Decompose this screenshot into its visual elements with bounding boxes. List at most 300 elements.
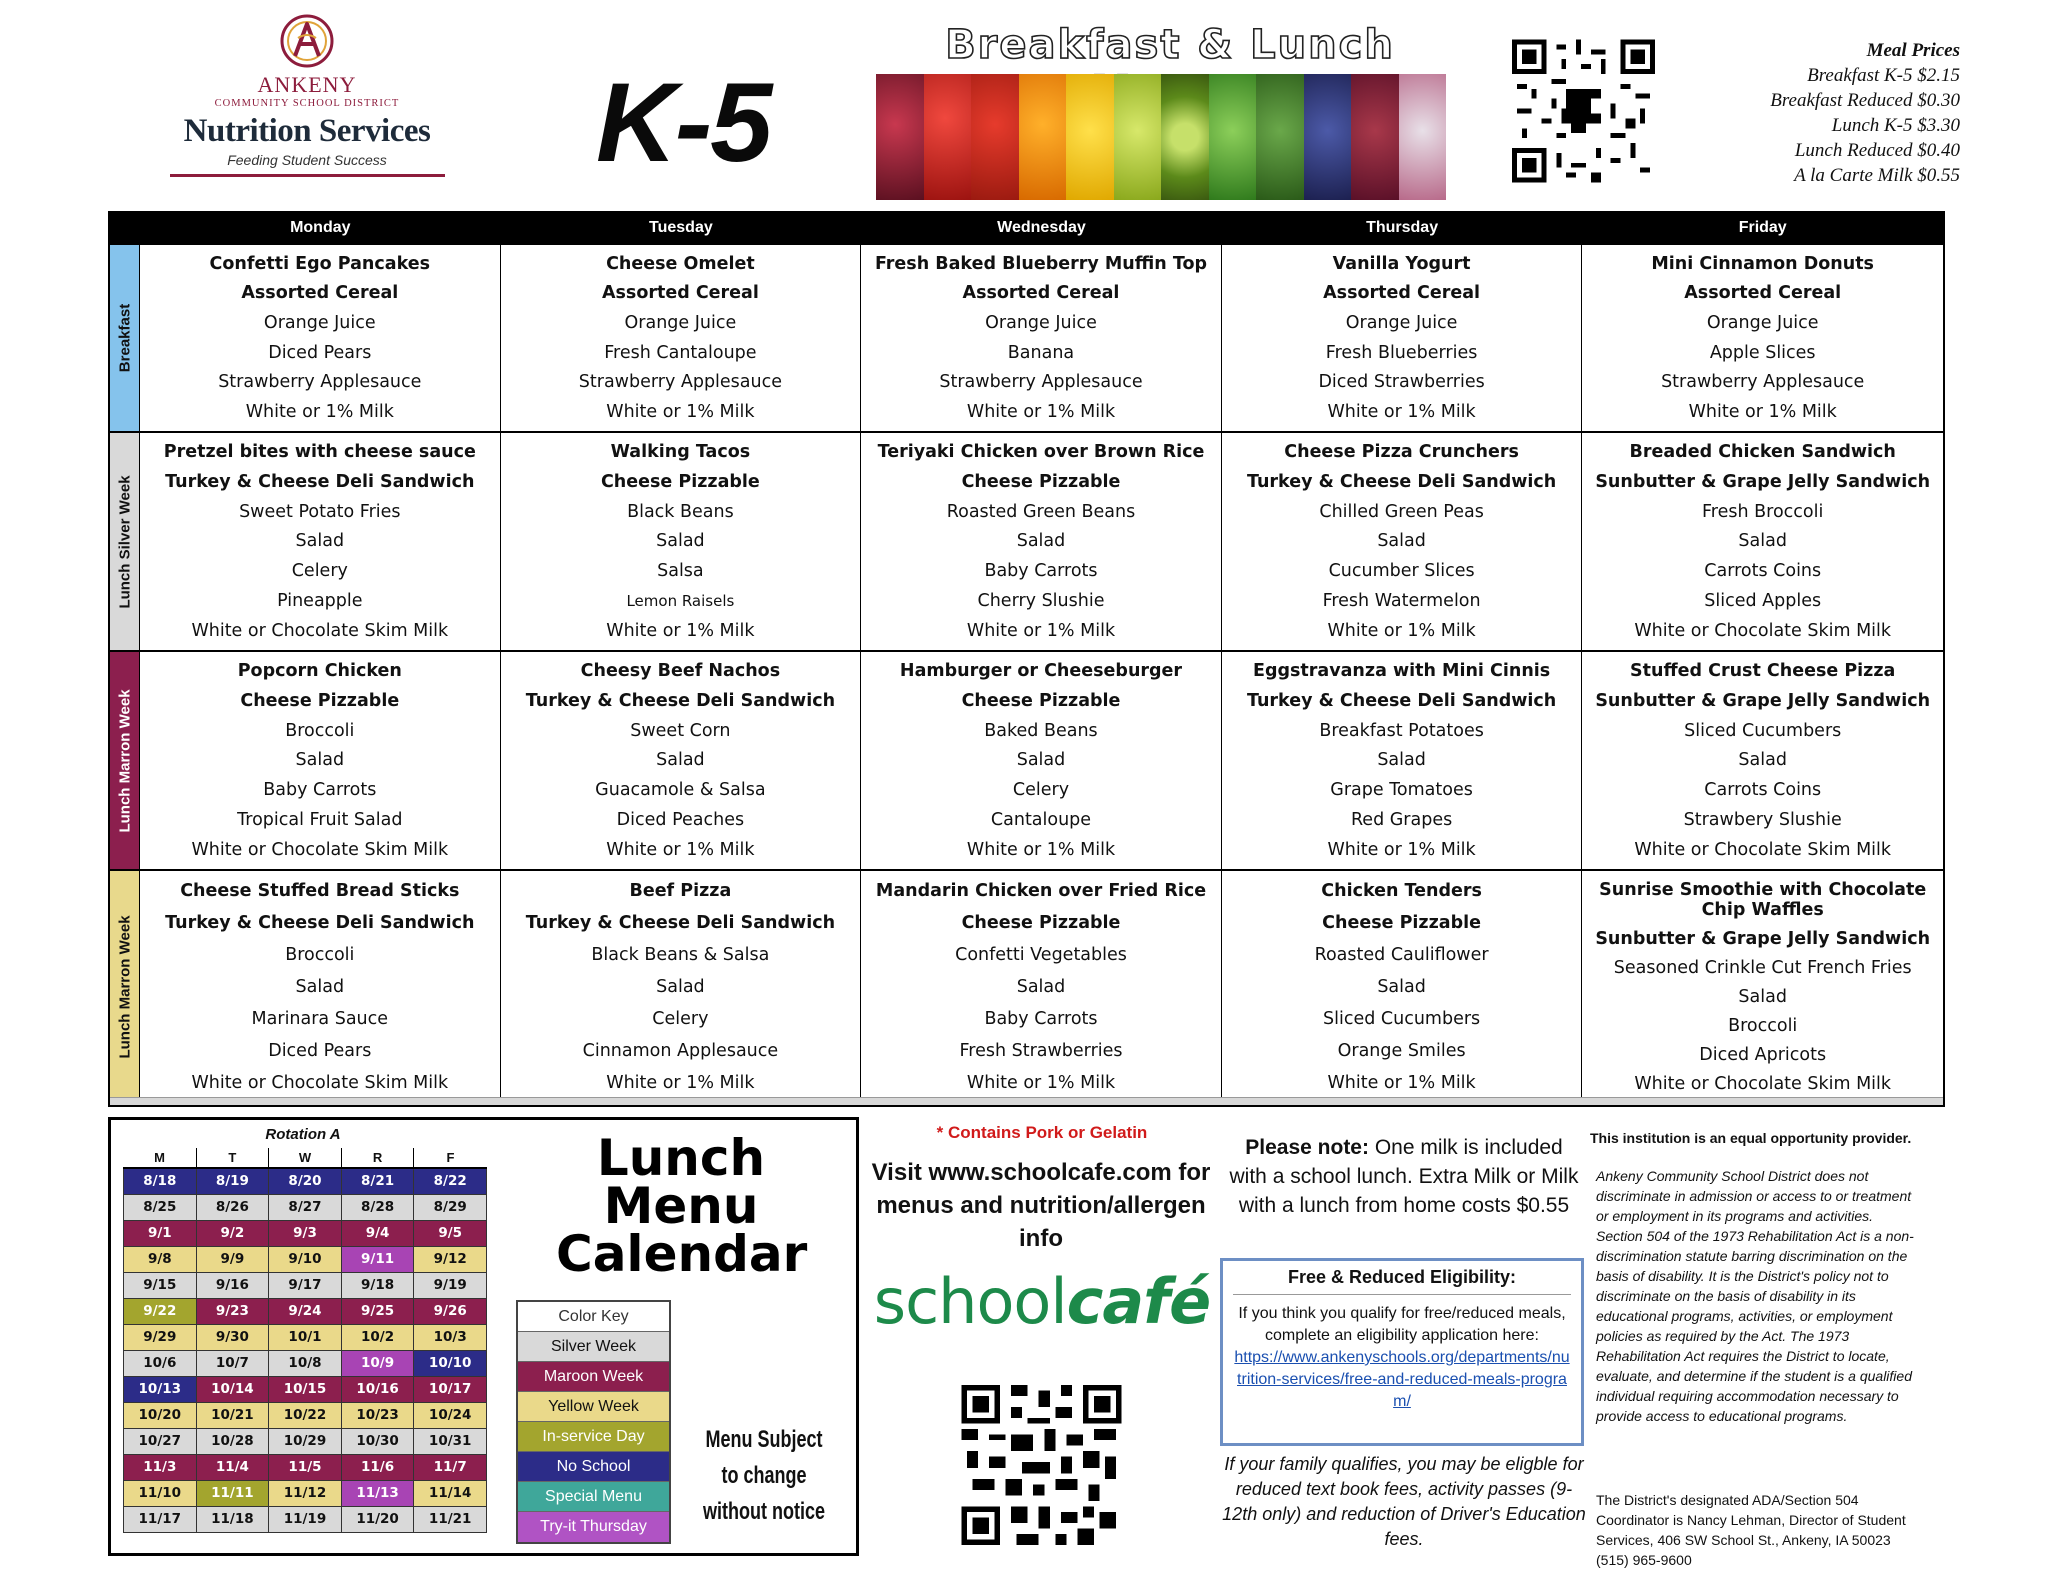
menu-cell-thursday — [1222, 245, 1583, 431]
menu-side-item: Apple Slices — [1709, 342, 1816, 363]
district-name: ANKENY — [257, 72, 357, 97]
menu-side-item: Strawberry Applesauce — [218, 372, 422, 393]
menu-side-item: Breakfast Potatoes — [1319, 720, 1484, 741]
menu-side-item: Strawberry Applesauce — [939, 372, 1143, 393]
menu-cell-wednesday — [861, 433, 1222, 650]
price-lunch-reduced: Lunch Reduced $0.40 — [1794, 140, 1960, 161]
menu-alternate: Turkey & Cheese Deli Sandwich — [165, 471, 475, 492]
menu-entree: Cheese Pizza Crunchers — [1284, 441, 1519, 462]
blueberry-image — [1304, 74, 1352, 200]
menu-alternate: Cheese Pizzable — [961, 690, 1121, 711]
calendar-date-cell: 10/7 — [196, 1350, 269, 1376]
calendar-day-header: T — [196, 1148, 269, 1168]
calendar-week-row — [124, 1402, 487, 1428]
calendar-date-cell: 11/19 — [269, 1506, 342, 1532]
schoolcafe-logo-cafe: café — [1066, 1265, 1211, 1338]
day-header-row — [110, 213, 1943, 243]
calendar-week-row — [124, 1194, 487, 1220]
menu-entree: Cheesy Beef Nachos — [580, 660, 781, 681]
calendar-date-cell: 9/10 — [269, 1246, 342, 1272]
menu-side-item: Salad — [295, 750, 345, 771]
menu-entree: Beef Pizza — [629, 881, 732, 901]
milk-note-text: One milk is included with a school lunch. Extra Milk or Milk with a lunch from home costs $0.55 — [1229, 1136, 1579, 1217]
menu-entree: Hamburger or Cheeseburger — [899, 660, 1183, 681]
menu-side-item: Pineapple — [277, 591, 363, 612]
menu-side-item: Fresh Broccoli — [1702, 501, 1824, 522]
menu-cell-monday — [140, 652, 501, 869]
eligibility-title: Free & Reduced Eligibility: — [1233, 1267, 1571, 1295]
menu-side-item: Broccoli — [285, 945, 355, 965]
calendar-date-cell: 9/17 — [269, 1272, 342, 1298]
calendar-date-cell: 10/13 — [124, 1376, 197, 1402]
menu-grid — [108, 211, 1945, 1107]
calendar-date-cell: 9/11 — [341, 1246, 414, 1272]
menu-side-item: Fresh Blueberries — [1325, 342, 1478, 363]
calendar-date-cell: 9/18 — [341, 1272, 414, 1298]
menu-cell-thursday — [1222, 652, 1583, 869]
meal-prices — [1770, 38, 1960, 188]
menu-side-item: Sliced Apples — [1704, 591, 1822, 612]
menu-side-item: White or Chocolate Skim Milk — [1634, 620, 1892, 641]
calendar-day-header: R — [341, 1148, 414, 1168]
calendar-date-cell: 10/3 — [414, 1324, 487, 1350]
calendar-date-cell: 9/23 — [196, 1298, 269, 1324]
menu-entree: Popcorn Chicken — [237, 660, 402, 681]
section-lunch-silver-week — [110, 431, 1943, 650]
menu-side-item: White or 1% Milk — [1327, 839, 1476, 860]
calendar-date-cell: 10/2 — [341, 1324, 414, 1350]
calendar-week-row — [124, 1246, 487, 1272]
calendar-date-cell: 9/16 — [196, 1272, 269, 1298]
calendar-date-cell: 10/15 — [269, 1376, 342, 1402]
color-key-item: Special Menu — [518, 1482, 669, 1512]
menu-side-item: Cherry Slushie — [977, 591, 1105, 612]
color-key — [516, 1300, 671, 1544]
calendar-date-cell: 10/21 — [196, 1402, 269, 1428]
menu-entree: Mandarin Chicken over Fried Rice — [875, 881, 1207, 901]
menu-cell-wednesday — [861, 871, 1222, 1103]
lunch-calendar-panel — [108, 1117, 859, 1556]
menu-alternate: Cheese Pizzable — [240, 690, 400, 711]
menu-side-item: Fresh Watermelon — [1322, 591, 1481, 612]
menu-entree: Vanilla Yogurt — [1332, 253, 1471, 274]
menu-entree: Cheese Stuffed Bread Sticks — [180, 881, 460, 901]
menu-alternate: Turkey & Cheese Deli Sandwich — [525, 690, 836, 711]
menu-cell-wednesday — [861, 245, 1222, 431]
menu-alternate: Cheese Pizzable — [600, 471, 760, 492]
menu-alternate: Cheese Pizzable — [961, 913, 1121, 933]
district-logo — [162, 12, 452, 197]
day-monday: Monday — [290, 219, 351, 236]
menu-side-item: White or 1% Milk — [606, 1073, 755, 1093]
menu-side-item: Fresh Cantaloupe — [604, 342, 757, 363]
price-milk: A la Carte Milk $0.55 — [1794, 165, 1960, 186]
calendar-title — [511, 1129, 851, 1283]
calendar-date-cell: 8/21 — [341, 1168, 414, 1194]
schoolcafe-logo-school: school — [873, 1265, 1067, 1338]
price-breakfast-reduced: Breakfast Reduced $0.30 — [1770, 90, 1960, 111]
calendar-date-cell: 11/11 — [196, 1480, 269, 1506]
menu-subject-note: Menu Subject to change without notice — [703, 1426, 825, 1525]
calendar-date-cell: 8/29 — [414, 1194, 487, 1220]
menu-side-item: Diced Peaches — [616, 810, 745, 831]
calendar-date-cell: 11/7 — [414, 1454, 487, 1480]
menu-side-item: Salad — [1016, 977, 1066, 997]
menu-side-item: White or 1% Milk — [606, 839, 755, 860]
eligibility-body: If you think you qualify for free/reduced meals, complete an eligibility application here: — [1238, 1305, 1566, 1344]
menu-side-item: Diced Pears — [268, 1041, 372, 1061]
qr-code-icon[interactable] — [1512, 36, 1655, 186]
calendar-date-cell: 11/3 — [124, 1454, 197, 1480]
calendar-date-cell: 9/22 — [124, 1298, 197, 1324]
calendar-date-cell: 9/9 — [196, 1246, 269, 1272]
menu-side-item: Sweet Potato Fries — [239, 501, 401, 522]
eligibility-box — [1220, 1258, 1584, 1446]
menu-alternate: Turkey & Cheese Deli Sandwich — [1246, 471, 1557, 492]
menu-side-item: Cucumber Slices — [1328, 561, 1475, 582]
menu-side-item: Strawberry Applesauce — [578, 372, 782, 393]
grid-footer-bar — [110, 1097, 1943, 1105]
calendar-week-row — [124, 1324, 487, 1350]
menu-side-item: Chilled Green Peas — [1319, 501, 1484, 522]
calendar-date-cell: 9/19 — [414, 1272, 487, 1298]
day-tuesday: Tuesday — [649, 219, 713, 236]
menu-side-item: Sliced Cucumbers — [1684, 720, 1842, 741]
menu-side-item: Grape Tomatoes — [1330, 780, 1473, 801]
menu-cell-monday — [140, 871, 501, 1103]
color-key-title: Color Key — [518, 1302, 669, 1332]
pear-image — [1114, 74, 1162, 200]
menu-side-item: Sweet Corn — [630, 720, 731, 741]
calendar-date-cell: 8/22 — [414, 1168, 487, 1194]
menu-alternate: Cheese Pizzable — [961, 471, 1121, 492]
color-key-item: Yellow Week — [518, 1392, 669, 1422]
grade-level: K-5 — [596, 60, 771, 185]
calendar-date-cell: 9/5 — [414, 1220, 487, 1246]
menu-cell-thursday — [1222, 433, 1583, 650]
calendar-week-row — [124, 1298, 487, 1324]
menu-entree: Sunrise Smoothie with Chocolate Chip Waffles — [1599, 879, 1927, 920]
menu-side-item: Lemon Raisels — [626, 592, 735, 611]
menu-side-item: White or 1% Milk — [966, 1073, 1116, 1093]
menu-side-item: Sliced Cucumbers — [1323, 1009, 1481, 1029]
section-lunch-maroon-week — [110, 650, 1943, 869]
menu-side-item: Seasoned Crinkle Cut French Fries — [1613, 957, 1912, 978]
milk-note — [1226, 1133, 1582, 1220]
menu-side-item: Baby Carrots — [984, 1009, 1098, 1029]
menu-side-item: White or 1% Milk — [1327, 402, 1476, 423]
calendar-date-cell: 9/3 — [269, 1220, 342, 1246]
menu-side-item: Salad — [1377, 531, 1426, 552]
ada-coordinator-info: The District's designated ADA/Section 504 Coordinator is Nancy Lehman, Director of Student Services, 406 SW School St., Ankeny, IA 50023 (515) 965-9600 — [1596, 1492, 1906, 1568]
page-title: Breakfast & Lunch — [945, 22, 1395, 68]
schoolcafe-logo — [872, 1265, 1212, 1338]
contains-pork-note: * Contains Pork or Gelatin — [936, 1123, 1148, 1142]
menu-cell-wednesday — [861, 652, 1222, 869]
tomato-image — [971, 74, 1019, 200]
section-lunch-yellow-week — [110, 869, 1943, 1103]
price-breakfast: Breakfast K-5 $2.15 — [1807, 65, 1960, 86]
menu-side-item: Strawberry Applesauce — [1661, 372, 1865, 393]
calendar-date-cell: 9/12 — [414, 1246, 487, 1272]
menu-alternate: Assorted Cereal — [962, 283, 1120, 304]
menu-side-item: Salad — [1377, 750, 1426, 771]
calendar-date-cell: 10/16 — [341, 1376, 414, 1402]
day-friday: Friday — [1738, 219, 1787, 236]
calendar-date-cell: 10/14 — [196, 1376, 269, 1402]
calendar-week-row — [124, 1454, 487, 1480]
calendar-date-cell: 11/10 — [124, 1480, 197, 1506]
calendar-date-cell: 10/29 — [269, 1428, 342, 1454]
menu-side-item: Orange Juice — [1706, 313, 1819, 334]
menu-side-item: Orange Smiles — [1337, 1041, 1466, 1061]
menu-alternate: Assorted Cereal — [601, 283, 759, 304]
milk-note-label: Please note: — [1245, 1136, 1369, 1159]
schoolcafe-qr-code-icon[interactable] — [960, 1385, 1123, 1545]
menu-side-item: Roasted Cauliflower — [1314, 945, 1489, 965]
menu-side-item: White or 1% Milk — [1327, 1073, 1476, 1093]
calendar-date-cell: 10/27 — [124, 1428, 197, 1454]
calendar-date-cell: 10/28 — [196, 1428, 269, 1454]
calendar-date-cell: 11/5 — [269, 1454, 342, 1480]
color-key-item: Silver Week — [518, 1332, 669, 1362]
menu-side-item: Tropical Fruit Salad — [237, 810, 403, 831]
calendar-date-cell: 10/10 — [414, 1350, 487, 1376]
calendar-date-cell: 10/17 — [414, 1376, 487, 1402]
calendar-date-cell: 8/18 — [124, 1168, 197, 1194]
menu-entree: Stuffed Crust Cheese Pizza — [1630, 660, 1896, 681]
calendar-date-cell: 8/20 — [269, 1168, 342, 1194]
menu-alternate: Sunbutter & Grape Jelly Sandwich — [1595, 928, 1931, 949]
menu-side-item: Orange Juice — [624, 313, 737, 334]
menu-side-item: White or 1% Milk — [966, 402, 1116, 423]
visit-schoolcafe-text: Visit www.schoolcafe.com for menus and nutrition/allergen info — [871, 1159, 1211, 1252]
color-key-item: Maroon Week — [518, 1362, 669, 1392]
calendar-week-row — [124, 1168, 487, 1194]
menu-side-item: Strawbery Slushie — [1683, 810, 1842, 831]
calendar-date-cell: 10/23 — [341, 1402, 414, 1428]
calendar-week-row — [124, 1480, 487, 1506]
menu-entree: Pretzel bites with cheese sauce — [163, 441, 476, 462]
department-name: Nutrition Services — [183, 113, 431, 149]
menu-alternate: Cheese Pizzable — [1322, 913, 1481, 933]
day-thursday: Thursday — [1366, 219, 1439, 236]
menu-side-item: Banana — [1007, 342, 1075, 363]
fruit-banner-image — [876, 74, 1446, 200]
menu-cell-friday — [1582, 652, 1943, 869]
calendar-date-cell: 9/15 — [124, 1272, 197, 1298]
menu-side-item: Cinnamon Applesauce — [582, 1041, 779, 1061]
menu-entree: Fresh Baked Blueberry Muffin Top — [874, 253, 1207, 274]
calendar-date-cell: 9/26 — [414, 1298, 487, 1324]
menu-cell-friday — [1582, 433, 1943, 650]
section-label — [110, 652, 140, 869]
menu-alternate: Turkey & Cheese Deli Sandwich — [525, 913, 836, 933]
menu-side-item: White or Chocolate Skim Milk — [191, 839, 449, 860]
menu-cell-thursday — [1222, 871, 1583, 1103]
calendar-date-cell: 9/25 — [341, 1298, 414, 1324]
menu-side-item: Diced Apricots — [1699, 1045, 1827, 1066]
menu-entree: Breaded Chicken Sandwich — [1629, 441, 1896, 462]
menu-alternate: Turkey & Cheese Deli Sandwich — [1246, 690, 1557, 711]
menu-side-item: Black Beans — [627, 501, 734, 522]
menu-side-item: Confetti Vegetables — [955, 945, 1127, 965]
menu-entree: Confetti Ego Pancakes — [209, 253, 431, 274]
kiwi-image — [1161, 74, 1209, 200]
menu-side-item: White or Chocolate Skim Milk — [1634, 839, 1892, 860]
section-label-text: Lunch Silver Week — [116, 474, 133, 609]
menu-side-item: Broccoli — [285, 720, 355, 741]
menu-side-item: Baked Beans — [984, 720, 1098, 741]
menu-side-item: Orange Juice — [263, 313, 376, 334]
color-key-item: No School — [518, 1452, 669, 1482]
calendar-date-cell: 10/9 — [341, 1350, 414, 1376]
calendar-date-cell: 9/1 — [124, 1220, 197, 1246]
calendar-date-cell: 11/6 — [341, 1454, 414, 1480]
pineapple-image — [1066, 74, 1114, 200]
calendar-date-cell: 10/31 — [414, 1428, 487, 1454]
district-emblem-icon — [278, 12, 336, 70]
menu-alternate: Sunbutter & Grape Jelly Sandwich — [1595, 471, 1931, 492]
menu-side-item: Carrots Coins — [1704, 780, 1822, 801]
menu-entree: Walking Tacos — [610, 441, 751, 462]
calendar-week-row — [124, 1376, 487, 1402]
calendar-date-cell: 11/18 — [196, 1506, 269, 1532]
menu-side-item: White or 1% Milk — [1688, 402, 1837, 423]
logo-divider — [170, 174, 445, 177]
district-subtitle: COMMUNITY SCHOOL DISTRICT — [214, 98, 400, 109]
menu-side-item: Guacamole & Salsa — [595, 780, 766, 801]
menu-side-item: White or Chocolate Skim Milk — [1634, 1074, 1892, 1095]
section-label — [110, 245, 140, 431]
menu-side-item: Salsa — [657, 561, 704, 582]
menu-side-item: White or Chocolate Skim Milk — [191, 1073, 449, 1093]
calendar-date-cell: 8/26 — [196, 1194, 269, 1220]
section-label-text: Breakfast — [116, 303, 133, 373]
eligibility-link[interactable]: https://www.ankenyschools.org/departments/nutrition-services/free-and-reduced-meals-program/ — [1234, 1349, 1570, 1410]
calendar-date-cell: 10/8 — [269, 1350, 342, 1376]
menu-cell-tuesday — [501, 245, 862, 431]
menu-entree: Cheese Omelet — [606, 253, 755, 274]
day-wednesday: Wednesday — [997, 219, 1086, 236]
menu-side-item: Salad — [1016, 750, 1066, 771]
menu-side-item: Salad — [656, 977, 705, 997]
menu-side-item: Red Grapes — [1350, 810, 1453, 831]
menu-side-item: White or 1% Milk — [245, 402, 394, 423]
calendar-week-row — [124, 1428, 487, 1454]
menu-side-item: Salad — [1377, 977, 1426, 997]
menu-entree: Teriyaki Chicken over Brown Rice — [877, 441, 1205, 462]
calendar-date-cell: 9/24 — [269, 1298, 342, 1324]
menu-side-item: Marinara Sauce — [251, 1009, 389, 1029]
menu-side-item: Salad — [656, 531, 705, 552]
broccoli-image — [1256, 74, 1304, 200]
menu-alternate: Assorted Cereal — [241, 283, 399, 304]
color-key-item: In-service Day — [518, 1422, 669, 1452]
menu-side-item: Salad — [1738, 986, 1787, 1007]
menu-side-item: Cantaloupe — [990, 810, 1092, 831]
menu-side-item: Salad — [1016, 531, 1066, 552]
strawberry-image — [924, 74, 972, 200]
menu-cell-tuesday — [501, 652, 862, 869]
menu-cell-monday — [140, 433, 501, 650]
menu-side-item: Salad — [1738, 531, 1787, 552]
calendar-day-header: F — [414, 1148, 487, 1168]
calendar-date-cell: 10/22 — [269, 1402, 342, 1428]
menu-side-item: Orange Juice — [1345, 313, 1458, 334]
menu-side-item: Diced Pears — [268, 342, 372, 363]
menu-side-item: Baby Carrots — [263, 780, 377, 801]
section-label — [110, 433, 140, 650]
calendar-date-cell: 9/2 — [196, 1220, 269, 1246]
calendar-date-cell: 10/20 — [124, 1402, 197, 1428]
menu-side-item: White or Chocolate Skim Milk — [191, 620, 449, 641]
section-breakfast — [110, 243, 1943, 431]
calendar-day-header: W — [269, 1148, 342, 1168]
header-corner — [110, 213, 140, 243]
calendar-date-cell: 11/21 — [414, 1506, 487, 1532]
menu-side-item: Salad — [295, 531, 345, 552]
menu-cell-friday — [1582, 245, 1943, 431]
equal-opportunity-title: This institution is an equal opportunity provider. — [1590, 1130, 1912, 1146]
calendar-week-row — [124, 1506, 487, 1532]
menu-side-item: Celery — [652, 1009, 709, 1029]
calendar-week-row — [124, 1350, 487, 1376]
radish-image — [1399, 74, 1447, 200]
menu-side-item: Carrots Coins — [1704, 561, 1822, 582]
calendar-date-cell: 8/19 — [196, 1168, 269, 1194]
calendar-date-cell: 8/27 — [269, 1194, 342, 1220]
section-label-text: Lunch Marron Week — [116, 915, 133, 1059]
menu-side-item: Diced Strawberries — [1318, 372, 1485, 393]
menu-side-item: Celery — [291, 561, 348, 582]
calendar-week-row — [124, 1220, 487, 1246]
menu-side-item: Salad — [295, 977, 345, 997]
menu-alternate: Assorted Cereal — [1684, 283, 1842, 304]
calendar-day-header: M — [124, 1148, 197, 1168]
calendar-date-cell: 9/8 — [124, 1246, 197, 1272]
calendar-date-cell: 9/29 — [124, 1324, 197, 1350]
menu-side-item: White or 1% Milk — [606, 402, 755, 423]
calendar-date-cell: 8/25 — [124, 1194, 197, 1220]
menu-side-item: Orange Juice — [985, 313, 1097, 334]
calendar-date-cell: 11/4 — [196, 1454, 269, 1480]
calendar-date-cell: 10/6 — [124, 1350, 197, 1376]
menu-cell-tuesday — [501, 871, 862, 1103]
calendar-date-cell: 9/4 — [341, 1220, 414, 1246]
menu-side-item: Broccoli — [1728, 1016, 1798, 1037]
plum-image — [1351, 74, 1399, 200]
calendar-date-cell: 11/12 — [269, 1480, 342, 1506]
calendar-date-cell: 11/14 — [414, 1480, 487, 1506]
menu-side-item: Salad — [656, 750, 705, 771]
menu-side-item: Fresh Strawberries — [959, 1041, 1123, 1061]
cherries-image — [876, 74, 924, 200]
menu-side-item: Roasted Green Beans — [946, 501, 1136, 522]
menu-cell-friday — [1582, 871, 1943, 1103]
menu-side-item: White or 1% Milk — [606, 620, 755, 641]
menu-cell-monday — [140, 245, 501, 431]
calendar-body — [124, 1168, 487, 1532]
calendar-date-cell: 9/30 — [196, 1324, 269, 1350]
calendar-date-cell: 11/17 — [124, 1506, 197, 1532]
calendar-date-cell: 10/24 — [414, 1402, 487, 1428]
calendar-date-cell: 10/30 — [341, 1428, 414, 1454]
rotation-calendar — [123, 1148, 487, 1533]
menu-side-item: Black Beans & Salsa — [591, 945, 770, 965]
section-label-text: Lunch Marron Week — [116, 688, 133, 833]
menu-side-item: Salad — [1738, 750, 1787, 771]
